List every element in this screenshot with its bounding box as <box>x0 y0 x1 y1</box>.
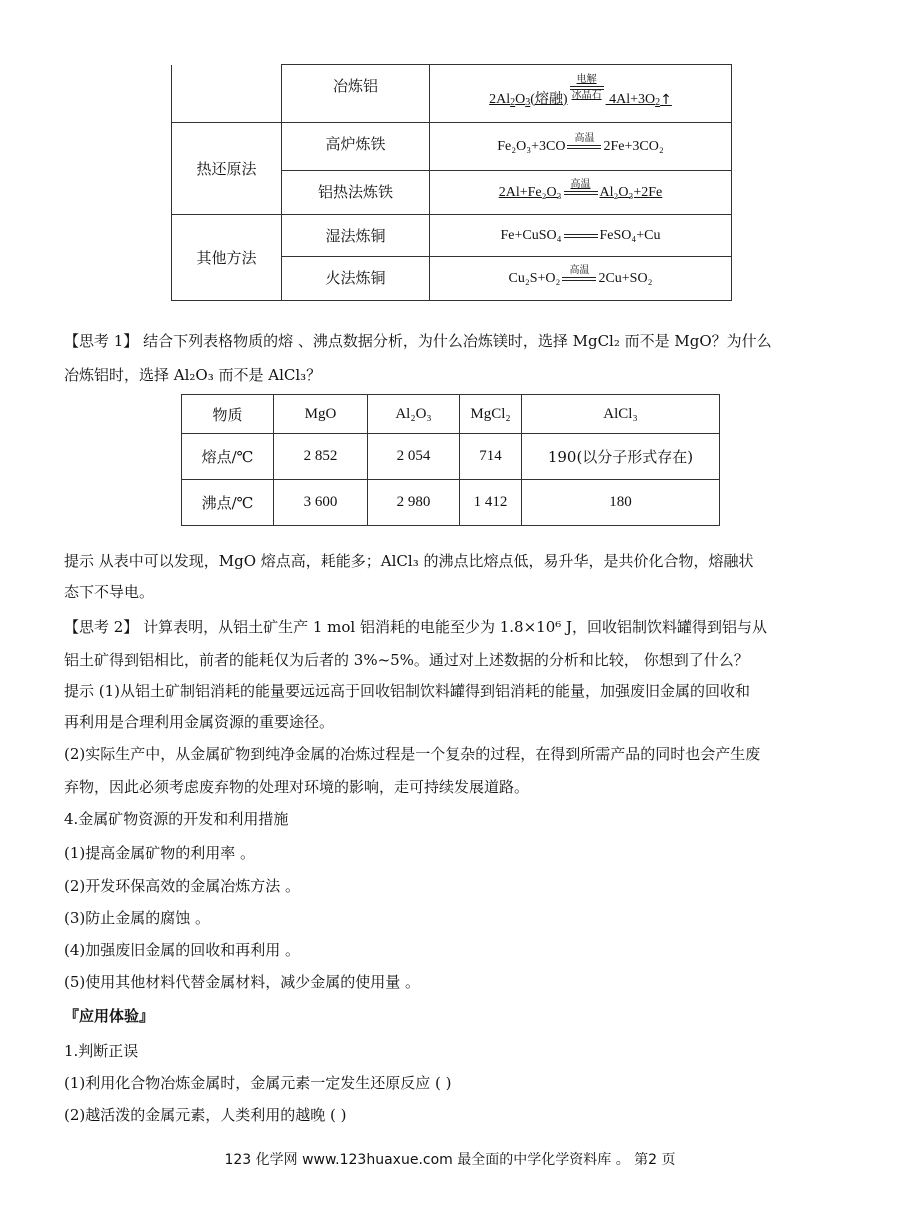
table-cell: 2 980 <box>368 480 460 526</box>
question-item: (1)利用化合物冶炼金属时，金属元素一定发生还原反应 ( ) <box>64 1074 452 1092</box>
header-cell: MgCl₂ <box>460 395 522 434</box>
think2-line1: 【思考 2】 计算表明，从铝土矿生产 1 mol 铝消耗的电能至少为 1.8×10⁶ J，回收铝制饮料罐得到铝与从 <box>64 618 768 636</box>
method-name: 铝热法炼铁 <box>282 171 430 215</box>
category-cell: 其他方法 <box>172 215 282 301</box>
list-item: (1)提高金属矿物的利用率 。 <box>64 844 256 862</box>
list-item: (4)加强废旧金属的回收和再利用 。 <box>64 941 301 959</box>
table-row <box>172 65 732 123</box>
tip1-line2: 态下不导电。 <box>64 583 155 601</box>
apply-heading: 『应用体验』 <box>64 1007 155 1025</box>
tip2-line4: 弃物，因此必须考虑废弃物的处理对环境的影响，走可持续发展道路。 <box>64 778 530 796</box>
tip2-line2: 再利用是合理利用金属资源的重要途径。 <box>64 713 335 731</box>
table-cell: 2 054 <box>368 434 460 480</box>
row-label: 熔点/℃ <box>182 434 274 480</box>
table-row <box>182 480 720 526</box>
method-name: 湿法炼铜 <box>282 215 430 257</box>
method-name: 冶炼铝 <box>282 65 430 123</box>
equation-cell <box>430 65 732 123</box>
question-item: (2)越活泼的金属元素，人类利用的越晚 ( ) <box>64 1106 347 1124</box>
table-row <box>182 434 720 480</box>
page-footer: 123 化学网 www.123huaxue.com 最全面的中学化学资料库 。 第2 页 <box>224 1152 676 1168</box>
table-cell: 180 <box>522 480 720 526</box>
think1-line1: 【思考 1】 结合下列表格物质的熔 、沸点数据分析，为什么冶炼镁时，选择 MgCl₂ 而不是 MgO？为什么 <box>64 332 772 350</box>
condition-mark: 高温 <box>567 133 601 149</box>
tip1-line1: 提示 从表中可以发现，MgO 熔点高，耗能多；AlCl₃ 的沸点比熔点低，易升华，是共价化合物，熔融状 <box>64 552 754 570</box>
row-label: 沸点/℃ <box>182 480 274 526</box>
list-item: (5)使用其他材料代替金属材料，减少金属的使用量 。 <box>64 973 421 991</box>
header-cell: Al₂O₃ <box>368 395 460 434</box>
method-name: 高炉炼铁 <box>282 123 430 171</box>
category-cell <box>172 65 282 123</box>
condition-mark: 电解 冰晶石 <box>571 73 602 101</box>
list-item: (2)开发环保高效的金属冶炼方法 。 <box>64 877 301 895</box>
table-row <box>172 215 732 257</box>
table-cell: 714 <box>460 434 522 480</box>
table-row <box>172 123 732 171</box>
tip2-line1: 提示 (1)从铝土矿制铝消耗的能量要远远高于回收铝制饮料罐得到铝消耗的能量，加强废旧金属的回收和 <box>64 682 751 700</box>
condition-mark: 高温 <box>562 265 596 281</box>
table-cell: 3 600 <box>274 480 368 526</box>
header-cell: MgO <box>274 395 368 434</box>
equation-cell: Fe₂O₃+3CO 高温 2Fe+3CO₂ <box>430 123 732 171</box>
properties-table <box>181 394 720 526</box>
equation-cell: 2Al+Fe₂O₃ 高温 Al₂O₃+2Fe <box>430 171 732 215</box>
think1-line2: 冶炼铝时，选择 Al₂O₃ 而不是 AlCl₃？ <box>64 366 322 384</box>
header-cell: AlCl₃ <box>522 395 720 434</box>
equation-cell: Fe+CuSO₄ FeSO₄+Cu <box>430 215 732 257</box>
table-cell: 1 412 <box>460 480 522 526</box>
equation-cell: Cu₂S+O₂ 高温 2Cu+SO₂ <box>430 257 732 301</box>
equation-al: 2Al 2 O 3 (熔融) 电解 冰晶石 4Al+3O 2 ↑ <box>489 73 672 108</box>
table-header-row <box>182 395 720 434</box>
list-item: (3)防止金属的腐蚀 。 <box>64 909 211 927</box>
smelting-methods-table <box>171 64 732 301</box>
section4-title: 4.金属矿物资源的开发和利用措施 <box>64 810 289 828</box>
category-cell: 热还原法 <box>172 123 282 215</box>
header-cell: 物质 <box>182 395 274 434</box>
table-cell: 190(以分子形式存在) <box>522 434 720 480</box>
condition-mark: 高温 <box>564 179 598 195</box>
tip2-line3: (2)实际生产中，从金属矿物到纯净金属的冶炼过程是一个复杂的过程，在得到所需产品的同时也会产生废 <box>64 745 761 763</box>
think2-line2: 铝土矿得到铝相比，前者的能耗仅为后者的 3%~5%。通过对上述数据的分析和比较， 你想到了什么？ <box>64 651 749 669</box>
question-title: 1.判断正误 <box>64 1042 139 1060</box>
table-cell: 2 852 <box>274 434 368 480</box>
condition-mark <box>564 222 598 238</box>
method-name: 火法炼铜 <box>282 257 430 301</box>
